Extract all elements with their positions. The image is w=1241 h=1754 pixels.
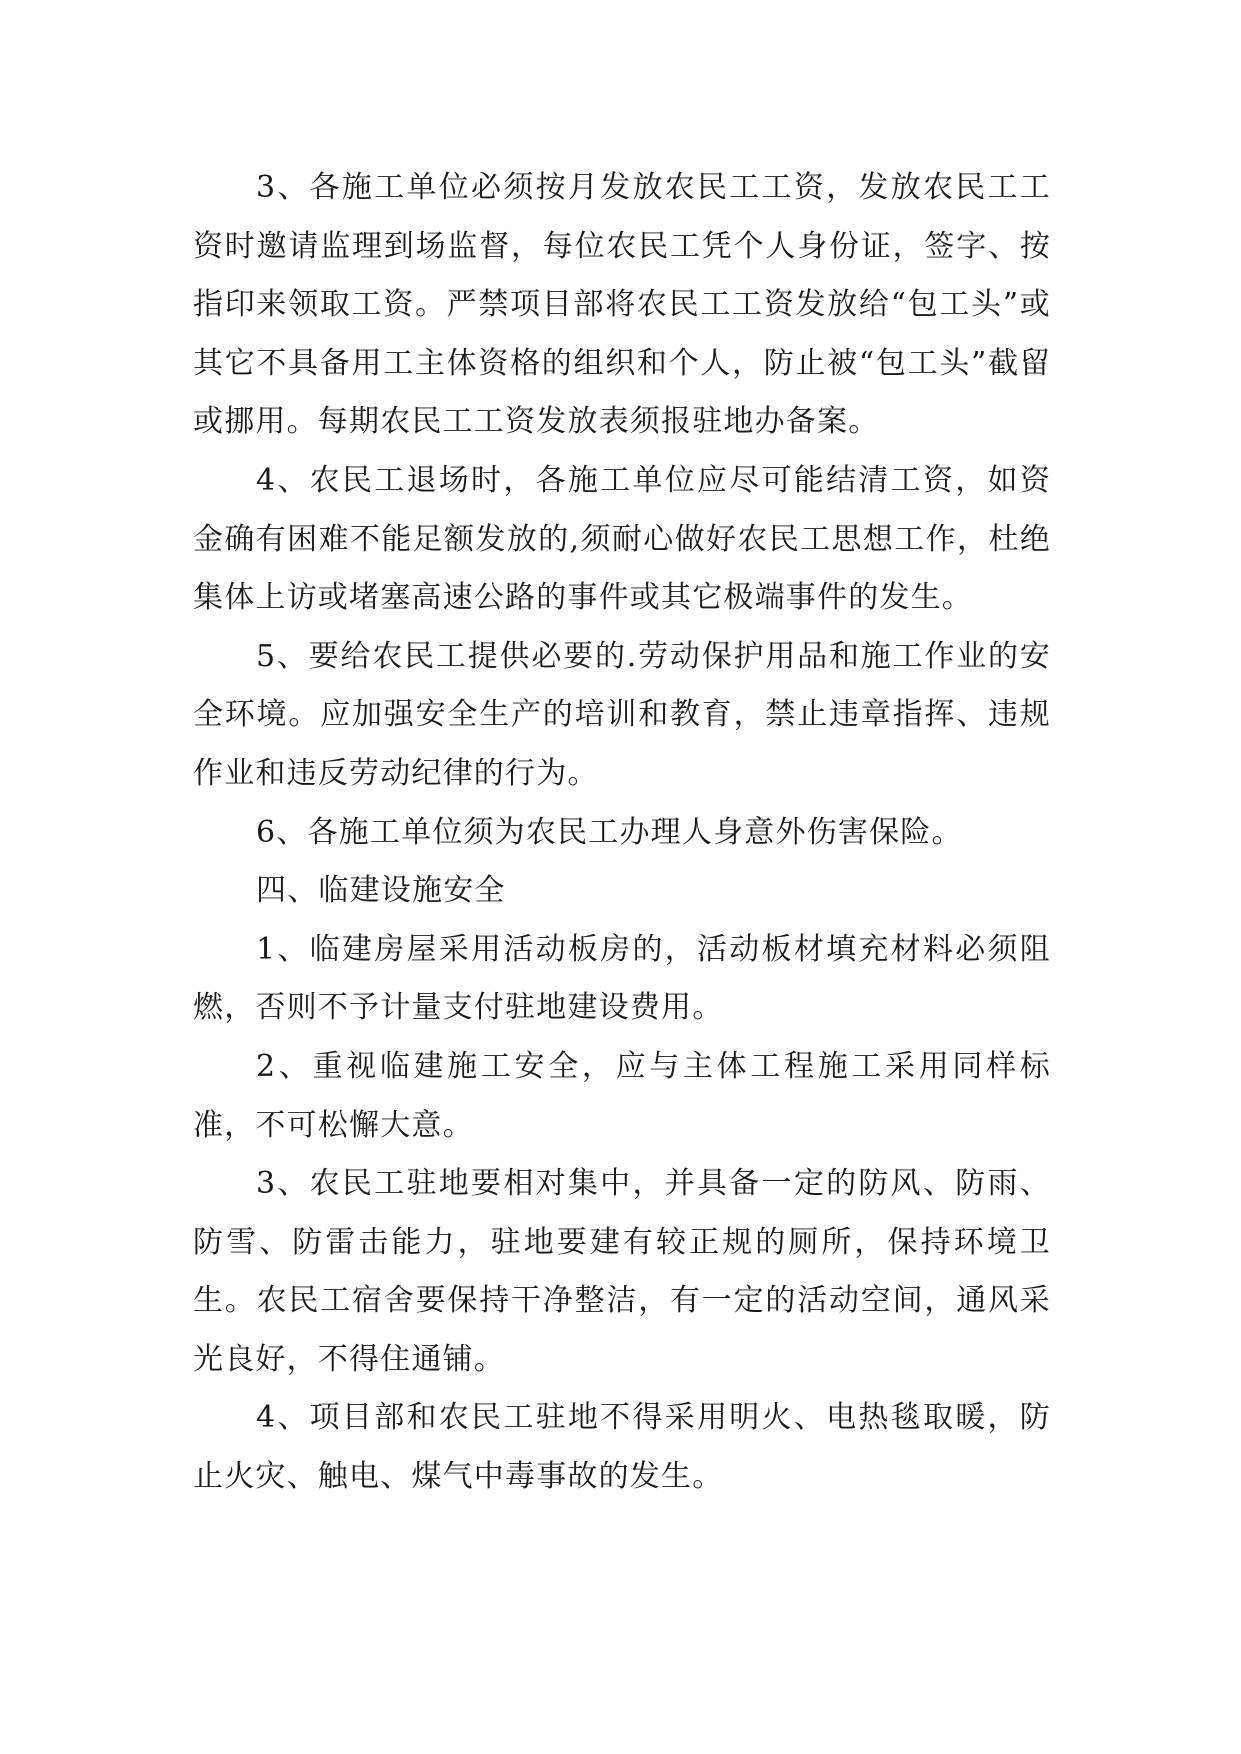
paragraph-panel-housing: 1、临建房屋采用活动板房的，活动板材填充材料必须阻燃，否则不予计量支付驻地建设费用。: [193, 931, 1051, 1026]
document-body: [193, 159, 1051, 1507]
paragraph-wage-payment: 3、各施工单位必须按月发放农民工工资，发放农民工工资时邀请监理到场监督，每位农民工凭个人身份证，签字、按指印来领取工资。严禁项目部将农民工工资发放给“包工头”或其它不具备用工主体资格的组织和个人，防止被“包工头”截留或挪用。每期农民工工资发放表须报驻地办备案。: [193, 170, 1051, 440]
paragraph-construction-safety: 2、重视临建施工安全，应与主体工程施工采用同样标准，不可松懈大意。: [193, 1048, 1051, 1143]
paragraph-worker-camp: 3、农民工驻地要相对集中，并具备一定的防风、防雨、防雪、防雷击能力，驻地要建有较正规的厕所，保持环境卫生。农民工宿舍要保持干净整洁，有一定的活动空间，通风采光良好，不得住通铺。: [193, 1166, 1051, 1377]
paragraph-heating-safety: 4、项目部和农民工驻地不得采用明火、电热毯取暖，防止火灾、触电、煤气中毒事故的发生。: [193, 1400, 1051, 1495]
paragraph-labor-protection: 5、要给农民工提供必要的.劳动保护用品和施工作业的安全环境。应加强安全生产的培训和教育，禁止违章指挥、违规作业和违反劳动纪律的行为。: [193, 638, 1051, 791]
paragraph-accident-insurance: 6、各施工单位须为农民工办理人身意外伤害保险。: [256, 814, 963, 850]
section-heading-temporary-facilities: 四、临建设施安全: [256, 873, 506, 909]
paragraph-worker-exit: 4、农民工退场时，各施工单位应尽可能结清工资，如资金确有困难不能足额发放的,须耐心做好农民工思想工作，杜绝集体上访或堵塞高速公路的事件或其它极端事件的发生。: [193, 462, 1051, 616]
